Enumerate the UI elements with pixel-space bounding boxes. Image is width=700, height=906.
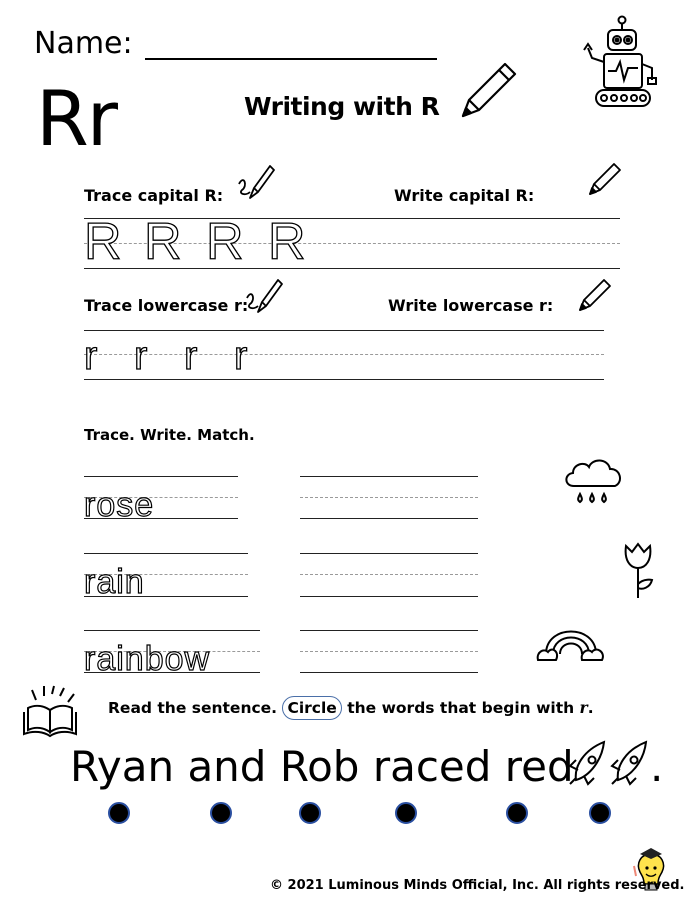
writing-line-base[interactable] [300, 672, 478, 673]
rockets-icon [566, 736, 662, 786]
word-dot[interactable] [506, 802, 528, 824]
trace-capital-label: Trace capital R: [84, 186, 224, 205]
trace-word-rose[interactable]: rose [84, 486, 155, 524]
traced-lowercase-r: r [134, 334, 148, 378]
trace-write-match-heading: Trace. Write. Match. [84, 426, 255, 444]
traced-capital-r: R [144, 213, 182, 271]
rainbow-icon[interactable] [536, 620, 606, 662]
letter-heading: Rr [36, 74, 117, 163]
writing-line-top [84, 630, 260, 631]
instruction-text: the words that begin with [341, 699, 580, 717]
cloud-rain-icon[interactable] [560, 452, 630, 512]
robot-icon [578, 14, 660, 114]
reading-sentence[interactable] [70, 742, 574, 791]
instruction-text: Read the sentence. [108, 699, 283, 717]
open-book-icon [18, 684, 82, 740]
page-title: Writing with R [244, 92, 440, 121]
writing-line-base[interactable] [300, 518, 478, 519]
pencil-icon [455, 58, 521, 124]
word-dot[interactable] [108, 802, 130, 824]
writing-line-top [84, 330, 604, 331]
lowercase-trace-area[interactable] [84, 334, 284, 380]
tracing-pencil-icon [236, 162, 276, 202]
writing-line-top [300, 630, 478, 631]
traced-lowercase-r: r [234, 334, 248, 378]
traced-lowercase-r: r [184, 334, 198, 378]
word-dot[interactable] [210, 802, 232, 824]
sentence-period: . [650, 742, 664, 791]
writing-line-top [300, 476, 478, 477]
traced-capital-r: R [206, 213, 244, 271]
trace-word-rain[interactable]: rain [84, 563, 145, 601]
sentence-instruction [108, 698, 594, 717]
writing-line-top [84, 553, 248, 554]
trace-lowercase-label: Trace lowercase r: [84, 296, 249, 315]
traced-capital-r: R [268, 213, 306, 271]
writing-line-mid [300, 651, 478, 652]
write-capital-label: Write capital R: [394, 186, 535, 205]
traced-capital-r: R [84, 213, 122, 271]
pencil-icon [586, 160, 624, 198]
sentence-text: Ryan and Rob raced red [70, 742, 574, 791]
instruction-end: . [587, 699, 594, 717]
trace-word-rainbow[interactable]: rainbow [84, 640, 211, 678]
write-lowercase-label: Write lowercase r: [388, 296, 554, 315]
writing-line-base[interactable] [300, 596, 478, 597]
name-label: Name: [34, 26, 133, 61]
name-input-line[interactable] [145, 58, 437, 60]
writing-line-top [300, 553, 478, 554]
copyright-footer: © 2021 Luminous Minds Official, Inc. All rights reserved. [270, 878, 685, 893]
target-letter: r [579, 698, 588, 717]
word-dot[interactable] [395, 802, 417, 824]
writing-line-mid [300, 574, 478, 575]
pencil-icon [576, 276, 614, 314]
writing-line-top [84, 476, 238, 477]
circle-example: Circle [282, 696, 341, 720]
writing-line-mid [300, 497, 478, 498]
capital-trace-area[interactable] [84, 213, 324, 271]
rose-icon[interactable] [618, 540, 660, 602]
word-dot[interactable] [299, 802, 321, 824]
traced-lowercase-r: r [84, 334, 98, 378]
tracing-pencil-icon [244, 276, 284, 316]
word-dot[interactable] [589, 802, 611, 824]
